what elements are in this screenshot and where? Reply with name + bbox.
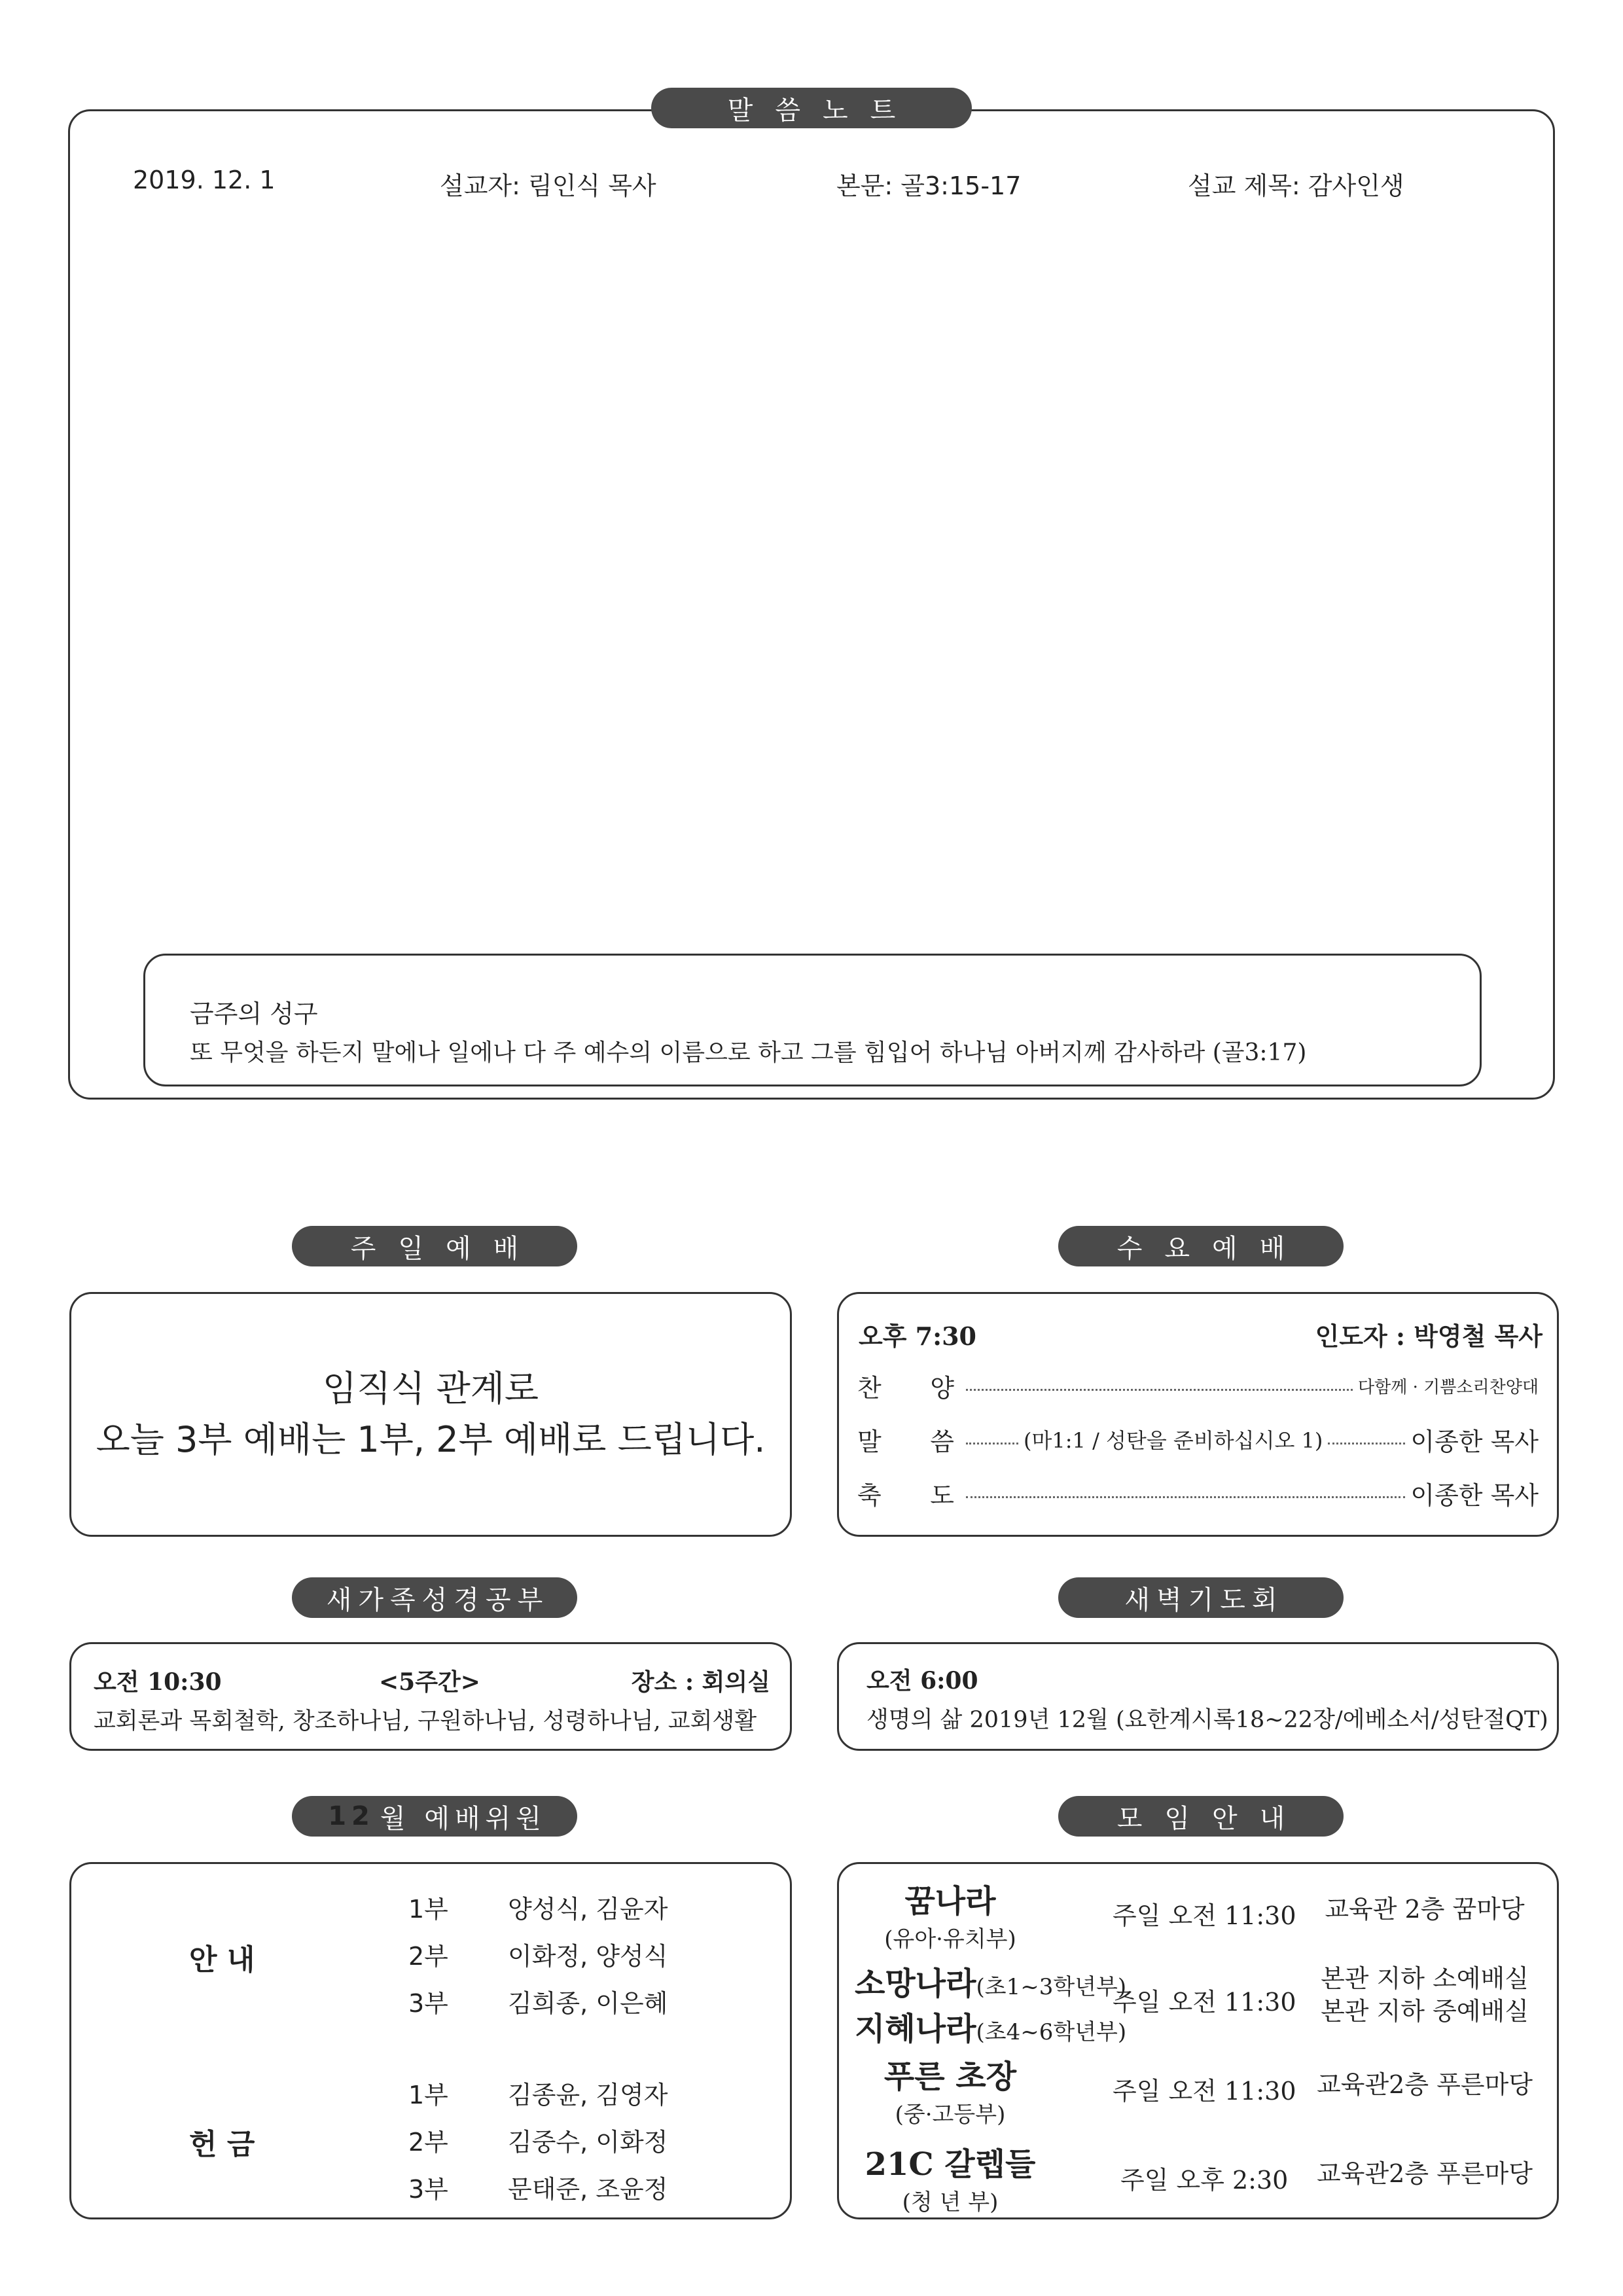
usher-label: 안 내 bbox=[189, 1943, 255, 1977]
meeting-time: 주일 오후 2:30 bbox=[1120, 2166, 1289, 2195]
family-bible-box bbox=[69, 1642, 792, 1751]
volunteer-names: 양성식, 김윤자 bbox=[508, 1895, 668, 1924]
meeting-name: 푸른 초장 bbox=[883, 2058, 1017, 2095]
wednesday-worship-title: 수요예배 bbox=[1058, 1226, 1344, 1266]
meeting-time: 주일 오전 11:30 bbox=[1113, 2077, 1296, 2106]
service-label: 1부 bbox=[408, 1895, 448, 1924]
row-label: 양 bbox=[930, 1373, 954, 1403]
service-label: 2부 bbox=[408, 2128, 448, 2157]
wednesday-leader: 인도자 : 박영철 목사 bbox=[1315, 1321, 1543, 1351]
sermon-note-box bbox=[68, 109, 1555, 1100]
volunteer-names: 김중수, 이화정 bbox=[508, 2128, 668, 2157]
meeting-name: 21C 갈렙들 bbox=[865, 2146, 1036, 2183]
meeting-sub: (청 년 부) bbox=[902, 2189, 999, 2215]
service-label: 3부 bbox=[408, 2175, 448, 2204]
committee-title-text: 월 예배위원 bbox=[380, 1803, 546, 1834]
sermon-passage: (마1:1 / 성탄을 준비하십시오 1) bbox=[1024, 1428, 1323, 1453]
dawn-prayer-title: 새벽기도회 bbox=[1058, 1577, 1344, 1618]
meeting-sub: (초1~3학년부) bbox=[976, 1974, 1127, 2000]
meeting-group bbox=[823, 1958, 1127, 2049]
sermon-scripture: 본문: 골3:15-17 bbox=[836, 171, 1022, 200]
sermon-preacher: 설교자: 림인식 목사 bbox=[440, 171, 656, 200]
weekly-verse-label: 금주의 성구 bbox=[190, 999, 318, 1028]
sunday-notice-line2: 오늘 3부 예배는 1부, 2부 예배로 드립니다. bbox=[96, 1419, 766, 1460]
dotted-leader bbox=[966, 1496, 1405, 1498]
weekly-verse-text: 또 무엇을 하든지 말에나 일에나 다 주 예수의 이름으로 하고 그를 힘입어 하나님 아버지께 감사하라 (골3:17) bbox=[190, 1039, 1307, 1066]
committee-title bbox=[292, 1796, 577, 1837]
row-label: 말 bbox=[857, 1427, 882, 1456]
dawn-prayer-text: 생명의 삶 2019년 12월 (요한계시록18~22장/에베소서/성탄절QT) bbox=[866, 1707, 1548, 1733]
wednesday-row-benediction bbox=[857, 1473, 1539, 1513]
meeting-place: 교육관 2층 꿈마당 bbox=[1325, 1895, 1525, 1924]
meeting-name: 지혜나라 bbox=[855, 2011, 976, 2047]
volunteer-names: 김종윤, 김영자 bbox=[508, 2081, 668, 2109]
meeting-name: 꿈나라 bbox=[904, 1883, 996, 1920]
row-label: 씀 bbox=[930, 1427, 954, 1456]
family-bible-title: 새가족성경공부 bbox=[292, 1577, 577, 1618]
meetings-box bbox=[837, 1862, 1559, 2219]
meeting-time: 주일 오전 11:30 bbox=[1113, 1988, 1296, 2017]
meeting-place-line: 본관 지하 소예배실 bbox=[1321, 1964, 1529, 1993]
meeting-sub: (초4~6학년부) bbox=[976, 2019, 1127, 2045]
family-bible-place: 장소 : 회의실 bbox=[631, 1668, 770, 1696]
meeting-group bbox=[813, 2051, 1088, 2128]
sunday-worship-title: 주일예배 bbox=[292, 1226, 577, 1266]
meeting-group bbox=[813, 2139, 1088, 2216]
wednesday-row-hymn bbox=[857, 1366, 1539, 1405]
meeting-time: 주일 오전 11:30 bbox=[1113, 1901, 1296, 1930]
wednesday-row-sermon bbox=[857, 1420, 1539, 1459]
committee-title-month: 12 bbox=[328, 1801, 375, 1831]
weekly-verse-box bbox=[143, 954, 1482, 1086]
wednesday-worship-box bbox=[837, 1292, 1559, 1537]
meetings-title: 모임안내 bbox=[1058, 1796, 1344, 1837]
volunteer-names: 이화정, 양성식 bbox=[508, 1942, 668, 1971]
dotted-leader bbox=[1328, 1443, 1405, 1444]
row-value: 이종한 목사 bbox=[1410, 1427, 1539, 1456]
sunday-worship-box bbox=[69, 1292, 792, 1537]
meeting-group bbox=[813, 1876, 1088, 1953]
family-bible-time: 오전 10:30 bbox=[94, 1668, 222, 1696]
dawn-prayer-box bbox=[837, 1642, 1559, 1751]
family-bible-topics: 교회론과 목회철학, 창조하나님, 구원하나님, 성령하나님, 교회생활 bbox=[94, 1708, 757, 1734]
row-value: 이종한 목사 bbox=[1410, 1480, 1539, 1510]
meeting-name: 소망나라 bbox=[855, 1965, 976, 2002]
service-label: 1부 bbox=[408, 2081, 448, 2109]
dotted-leader bbox=[966, 1389, 1353, 1391]
dawn-prayer-time: 오전 6:00 bbox=[866, 1667, 978, 1695]
service-label: 3부 bbox=[408, 1989, 448, 2018]
row-label: 찬 bbox=[857, 1373, 882, 1403]
row-label: 축 bbox=[857, 1480, 882, 1510]
meeting-place-line: 본관 지하 중예배실 bbox=[1321, 1997, 1529, 2026]
wednesday-time: 오후 7:30 bbox=[859, 1321, 976, 1351]
meeting-place: 교육관2층 푸른마당 bbox=[1317, 2070, 1533, 2099]
service-label: 2부 bbox=[408, 1942, 448, 1971]
row-value: 다함께 · 기쁨소리찬양대 bbox=[1358, 1377, 1539, 1397]
sunday-notice-line1: 임직식 관계로 bbox=[322, 1368, 539, 1409]
sermon-title: 설교 제목: 감사인생 bbox=[1188, 171, 1404, 200]
meeting-sub: (중·고등부) bbox=[895, 2102, 1006, 2128]
offering-label: 헌 금 bbox=[189, 2128, 255, 2161]
meeting-place: 교육관2층 푸른마당 bbox=[1317, 2159, 1533, 2188]
sermon-date: 2019. 12. 1 bbox=[133, 166, 276, 194]
sermon-note-title: 말씀노트 bbox=[651, 88, 972, 128]
dotted-leader bbox=[966, 1443, 1018, 1444]
volunteer-names: 문태준, 조윤정 bbox=[508, 2175, 668, 2204]
meeting-place bbox=[1300, 1962, 1549, 2028]
committee-box bbox=[69, 1862, 792, 2219]
volunteer-names: 김희종, 이은혜 bbox=[508, 1989, 668, 2018]
family-bible-duration: <5주간> bbox=[379, 1668, 480, 1696]
row-label: 도 bbox=[930, 1480, 954, 1510]
meeting-sub: (유아·유치부) bbox=[884, 1926, 1016, 1952]
